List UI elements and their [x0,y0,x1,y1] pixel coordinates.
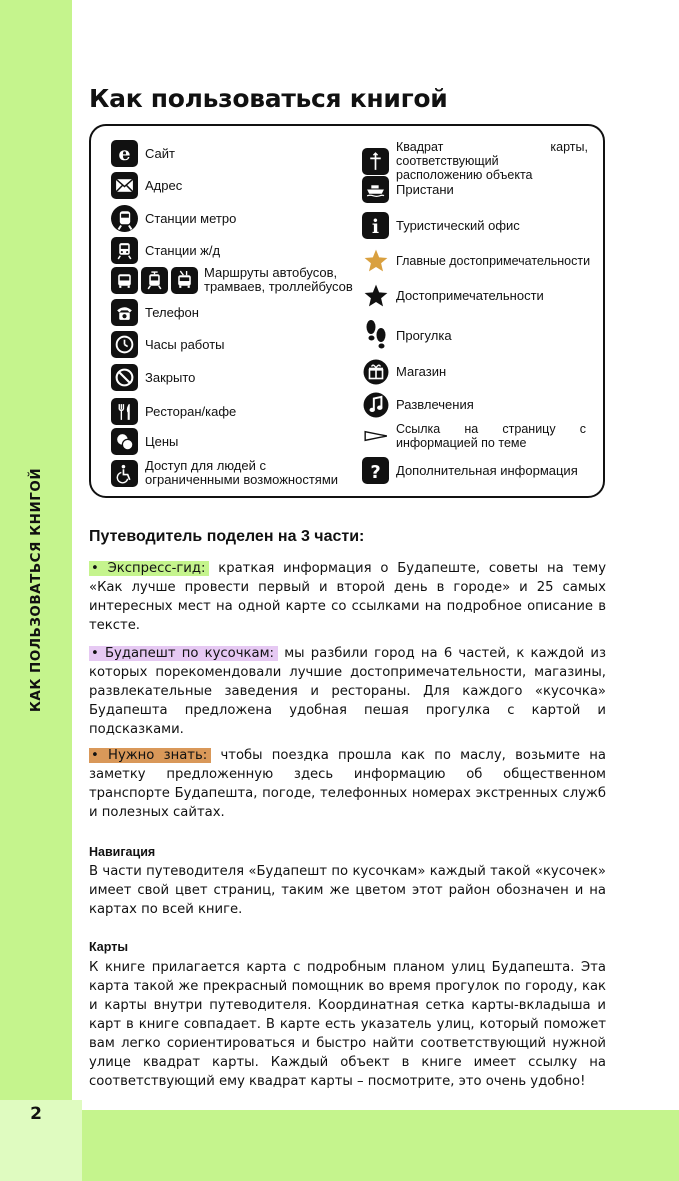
parts-heading: Путеводитель поделен на 3 части: [89,528,365,545]
legend-item-piers [362,176,454,203]
legend-item-closed [111,364,195,391]
side-section-label: КАК ПОЛЬЗОВАТЬСЯ КНИГОЙ [28,467,44,713]
legend-label: Туристический офис [396,217,520,233]
legend-item-shop [362,358,446,385]
part-tag: • Нужно знать: [89,748,211,763]
part-text: краткая информация о Будапеште, советы на тему «Как лучше провести первый и второй день в городе» и 25 самых интересных мест на одной карте со ссылками на подробное описание в тексте. [89,561,607,633]
legend-label: Закрыто [145,369,196,385]
star-main-icon [362,247,389,274]
phone-icon [111,299,138,326]
fork-knife-icon [111,398,138,425]
legend-label: Маршруты автобусов, трамваев, троллейбусов [204,265,353,294]
question-icon [362,457,389,484]
map-square-icon [362,148,389,175]
legend-item-accessibility [111,459,340,487]
legend-label: Магазин [396,363,447,379]
legend-label: Телефон [145,304,199,320]
legend-label: Главные достопримечательности [396,253,591,268]
legend-label: Пристани [396,181,454,197]
legend-label: Станции ж/д [145,242,221,258]
bus-icon [111,267,138,294]
icon-legend [89,124,605,498]
trolleybus-icon [171,267,198,294]
legend-item-transport [111,266,354,294]
legend-item-phone [111,299,199,326]
legend-item-page-link [362,422,586,450]
maps-heading: Карты [89,940,129,954]
bottom-color-bar [82,1110,679,1181]
envelope-icon [111,172,138,199]
legend-item-tourist-office [362,212,520,239]
legend-item-address [111,172,182,199]
legend-item-sights [362,282,544,309]
legend-label: Прогулка [396,328,452,343]
clock-icon [111,331,138,358]
ship-icon [362,176,389,203]
legend-label: Квадрат карты, соответствующий расположению объекта [396,140,588,182]
tram-icon [141,267,168,294]
legend-label: Адрес [145,177,183,193]
legend-label: Сайт [145,145,175,161]
page-title: Как пользоваться книгой [89,84,448,113]
metro-icon [111,205,138,232]
coins-icon [111,428,138,455]
train-icon [111,237,138,264]
legend-item-walk [362,318,452,354]
legend-item-entertainment [362,391,474,418]
part-text: чтобы поездка прошла как по маслу, возьмите на заметку предложенную здесь информацию об общественном транспорте Будапешта, погоде, телефонных номерах экстренных служб и полезных сайтах. [89,748,606,820]
info-icon [362,212,389,239]
legend-label: Цены [145,433,179,449]
footprints-icon [362,318,389,354]
legend-label: Часы работы [145,336,225,352]
part-budapest-pieces [89,644,606,739]
navigation-text: В части путеводителя «Будапешт по кусочкам» каждый такой «кусочек» имеет свой цвет страниц, таким же цветом этот район обозначен и на картах по всей книге. [89,864,606,917]
legend-item-extra-info [362,457,578,484]
star-icon [362,282,389,309]
triangle-pointer-icon [362,423,389,450]
part-text: мы разбили город на 6 частей, к каждой из которых порекомендовали лучшие достопримечательности, магазины, развлекательные заведения и рестораны. Для каждого «кусочка» Будапешта предложена удобная пешая прогулка с картой и подсказками. [89,646,606,737]
legend-item-train [111,237,220,264]
gift-icon [362,358,389,385]
part-tag: • Будапешт по кусочкам: [89,646,278,661]
legend-item-main-sights [362,247,590,274]
bus-tram-trolley-icon [111,267,198,294]
maps-text: К книге прилагается карта с подробным планом улиц Будапешта. Эта карта такой же прекрасный помощник во время прогулок по городу, как и карты внутри путеводителя. Координатная сетка карты-вкладыша и карт в книге совпадает. В карте есть указатель улиц, который поможет вам легко сориентироваться и быстро найти соответствующий нужной улице квадрат карты. Каждый объект в книге имеет ссылку на соответствующий ему квадрат карты – посмотрите, это очень удобно! [89,960,606,1089]
page-number: 2 [30,1104,42,1124]
navigation-heading: Навигация [89,845,156,859]
legend-label: Ресторан/кафе [145,403,237,419]
legend-label: Дополнительная информация [396,462,578,478]
legend-item-metro [111,205,236,232]
svg-text:e: e [118,143,131,164]
legend-label: Доступ для людей с ограниченными возможностями [145,458,339,487]
part-need-to-know [89,746,606,822]
e-icon [111,140,138,167]
svg-text:?: ? [370,461,381,481]
legend-label: Развлечения [396,396,474,412]
part-tag: • Экспресс-гид: [89,561,209,576]
closed-icon [111,364,138,391]
legend-item-restaurant [111,398,236,425]
music-note-icon [362,391,389,418]
legend-label: Достопримечательности [396,287,544,303]
legend-item-hours [111,331,225,358]
svg-text:i: i [371,215,380,236]
wheelchair-icon [111,460,138,487]
legend-item-prices [111,428,178,455]
legend-label: Ссылка на страницу с информацией по теме [396,422,586,450]
part-express-guide [89,559,606,635]
legend-label: Станции метро [145,210,237,226]
legend-item-website [111,140,175,167]
